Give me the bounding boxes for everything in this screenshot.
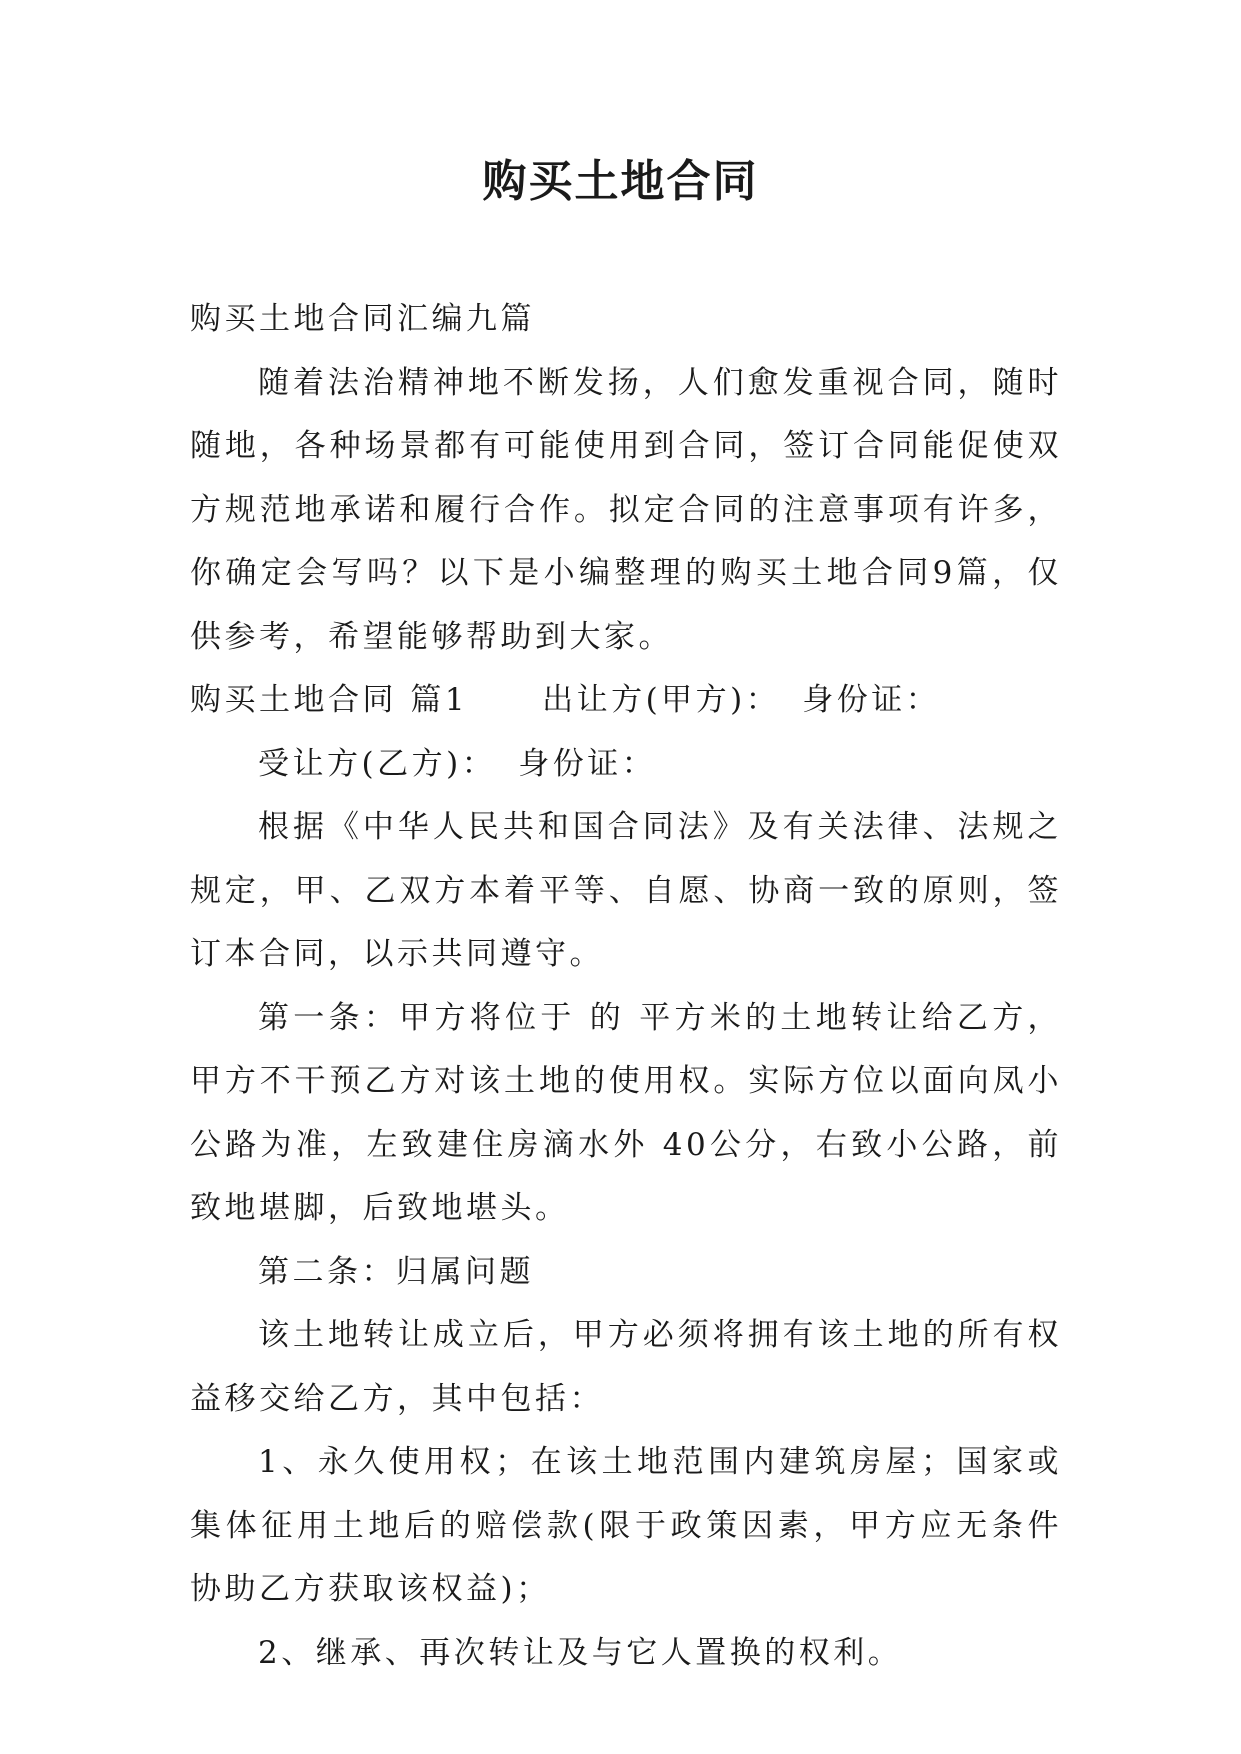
basis-paragraph: 根据《中华人民共和国合同法》及有关法律、法规之规定，甲、乙双方本着平等、自愿、协商一致的原则，签订本合同，以示共同遵守。 [190, 809, 1062, 972]
document-title: 购买土地合同 [482, 156, 759, 207]
party-b-line [190, 733, 1062, 797]
article-1-heading: 购买土地合同 篇1 [190, 682, 469, 718]
clause-2-paragraph: 该土地转让成立后，甲方必须将拥有该土地的所有权益移交给乙方，其中包括： [190, 1317, 1062, 1417]
party-b-id-label: 身份证： [518, 745, 657, 782]
clause-2-item-2: 2、继承、再次转让及与它人置换的权利。 [258, 1634, 903, 1671]
party-b-label: 受让方(乙方)： [258, 745, 497, 782]
party-a-id-label: 身份证： [802, 682, 941, 718]
party-a-label: 出让方(甲方)： [542, 682, 781, 718]
article-1-header-line [190, 669, 1062, 733]
clause-1-paragraph: 第一条：甲方将位于 的 平方米的土地转让给乙方，甲方不干预乙方对该土地的使用权。实际方位以面向凤小公路为准，左致建住房滴水外 40公分，右致小公路，前致地堪脚，后致地堪头。 [190, 999, 1062, 1226]
intro-paragraph: 随着法治精神地不断发扬，人们愈发重视合同，随时随地，各种场景都有可能使用到合同，签订合同能促使双方规范地承诺和履行合作。拟定合同的注意事项有许多，你确定会写吗？以下是小编整理的购买土地合同9篇，仅供参考，希望能够帮助到大家。 [190, 364, 1062, 655]
clause-2-item-1: 1、永久使用权；在该土地范围内建筑房屋；国家或集体征用土地后的赔偿款(限于政策因素，甲方应无条件协助乙方获取该权益)； [190, 1444, 1062, 1607]
clause-2-title: 第二条：归属问题 [258, 1253, 534, 1290]
document-subtitle: 购买土地合同汇编九篇 [190, 301, 535, 337]
document-body [190, 288, 1062, 1685]
